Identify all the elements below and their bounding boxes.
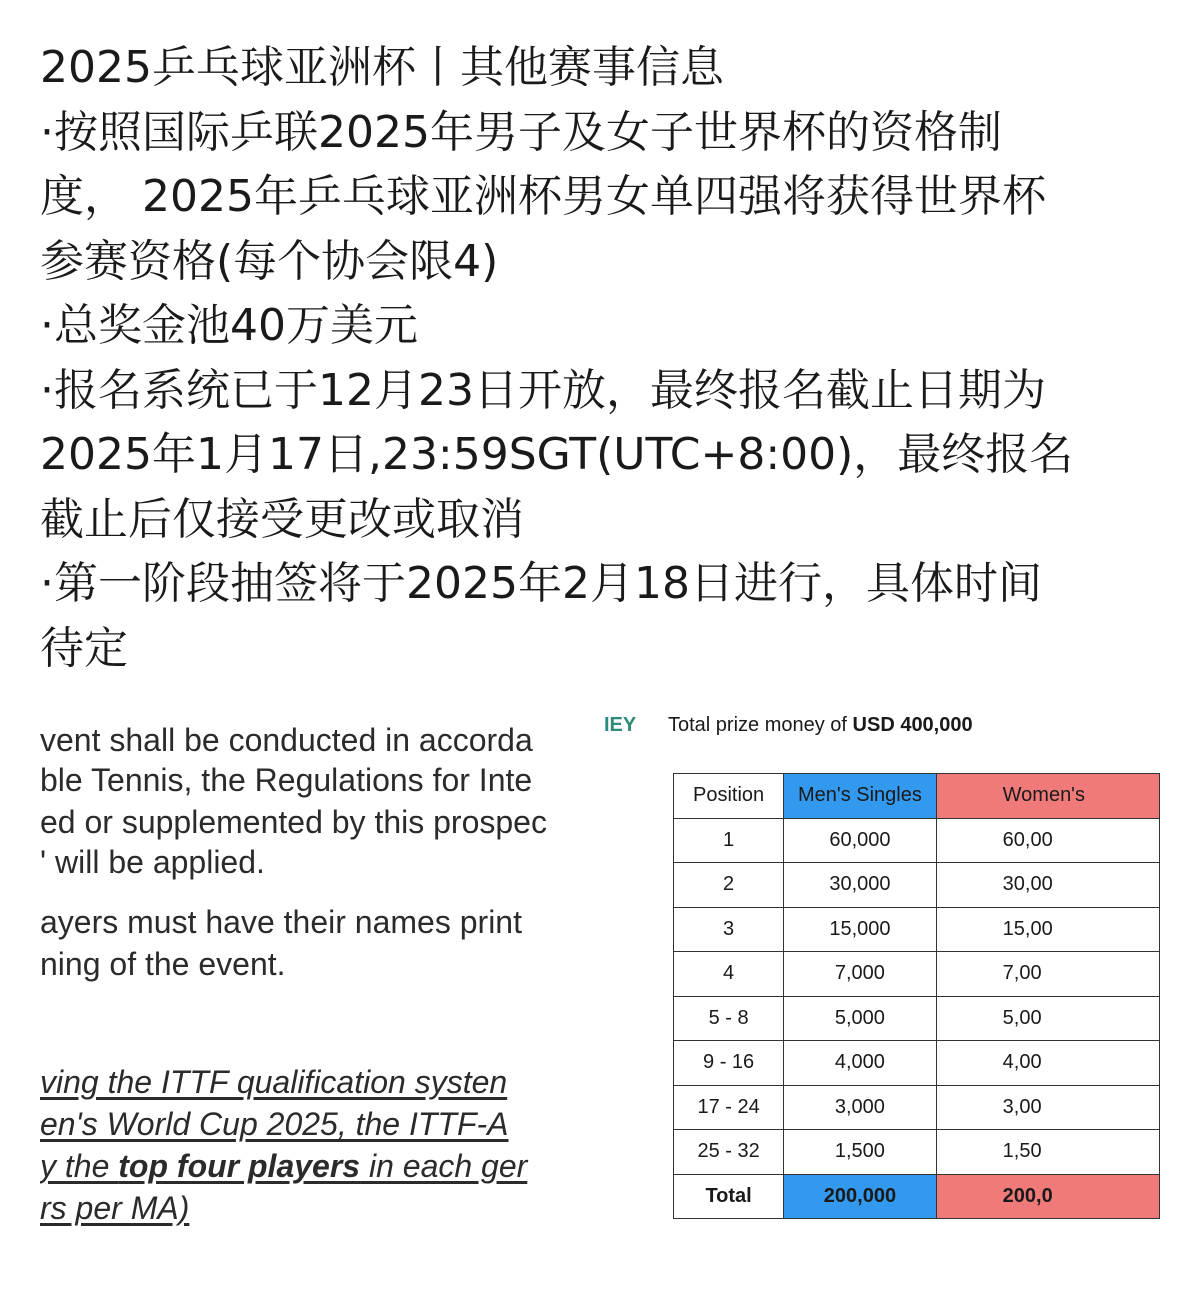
cell-position: 17 - 24 — [674, 1085, 784, 1130]
regulations-screenshot[interactable] — [40, 712, 594, 1232]
regulation-line: ' will be applied. — [40, 844, 265, 880]
regulation-line: ayers must have their names print — [40, 904, 522, 940]
table-row — [674, 952, 1160, 997]
cell-men: 3,000 — [784, 1085, 936, 1130]
post-title: 2025乒乓球亚洲杯丨其他赛事信息 — [40, 42, 724, 93]
cell-position: 5 - 8 — [674, 996, 784, 1041]
table-row — [674, 1041, 1160, 1086]
cell-men: 5,000 — [784, 996, 936, 1041]
cell-men: 60,000 — [784, 818, 936, 863]
cell-men: 4,000 — [784, 1041, 936, 1086]
table-total-row — [674, 1174, 1160, 1219]
cell-women: 5,00 — [936, 996, 1159, 1041]
prize-caption-amount: USD 400,000 — [852, 714, 973, 736]
header-womens: Women's — [936, 774, 1159, 819]
qualification-line: rs per MA) — [40, 1190, 190, 1226]
cell-position: 9 - 16 — [674, 1041, 784, 1086]
cell-women: 7,00 — [936, 952, 1159, 997]
post-line: ·按照国际乒联2025年男子及女子世界杯的资格制 — [40, 106, 1002, 158]
cell-women: 3,00 — [936, 1085, 1159, 1130]
prize-table — [673, 773, 1160, 1219]
section-heading-fragment: IEY — [604, 714, 637, 736]
prize-caption-text: Total prize money of — [668, 714, 853, 736]
prize-table-screenshot[interactable] — [600, 700, 1160, 1240]
cell-men: 15,000 — [784, 907, 936, 952]
regulation-line: ning of the event. — [40, 946, 286, 982]
post-text — [40, 36, 1170, 681]
cell-total-women: 200,0 — [936, 1174, 1159, 1219]
regulation-line: ble Tennis, the Regulations for Inte — [40, 762, 533, 798]
regulation-line: vent shall be conducted in accorda — [40, 722, 533, 758]
table-header-row — [674, 774, 1160, 819]
cell-men: 7,000 — [784, 952, 936, 997]
post-line: 度， 2025年乒乓球亚洲杯男女单四强将获得世界杯 — [40, 171, 1046, 222]
cell-position: 4 — [674, 952, 784, 997]
qualification-line — [40, 1146, 527, 1186]
post-line: 待定 — [40, 622, 128, 674]
header-position: Position — [674, 774, 784, 819]
cell-women: 4,00 — [936, 1041, 1159, 1086]
qualification-emphasis: top four players — [118, 1148, 361, 1184]
table-row — [674, 863, 1160, 908]
post-line: 截止后仅接受更改或取消 — [40, 493, 524, 545]
table-row — [674, 996, 1160, 1041]
cell-position: 25 - 32 — [674, 1130, 784, 1175]
table-row — [674, 818, 1160, 863]
cell-men: 30,000 — [784, 863, 936, 908]
header-mens-singles: Men's Singles — [784, 774, 936, 819]
qualification-line: ving the ITTF qualification systen — [40, 1064, 508, 1100]
cell-total-men: 200,000 — [784, 1174, 936, 1219]
cell-women: 15,00 — [936, 907, 1159, 952]
cell-women: 1,50 — [936, 1130, 1159, 1175]
cell-position: 1 — [674, 818, 784, 863]
table-row — [674, 907, 1160, 952]
prize-caption — [668, 714, 973, 737]
cell-position: 3 — [674, 907, 784, 952]
table-row — [674, 1130, 1160, 1175]
cell-women: 60,00 — [936, 818, 1159, 863]
cell-position: 2 — [674, 863, 784, 908]
regulation-line: ed or supplemented by this prospec — [40, 804, 547, 840]
post-line: ·总奖金池40万美元 — [40, 300, 418, 351]
qualification-text: in each ger — [360, 1148, 528, 1184]
post-line: ·报名系统已于12月23日开放，最终报名截止日期为 — [40, 364, 1046, 416]
post-line: 2025年1月17日,23:59SGT(UTC+8:00)，最终报名 — [40, 429, 1074, 480]
qualification-line: en's World Cup 2025, the ITTF-A — [40, 1106, 509, 1142]
table-row — [674, 1085, 1160, 1130]
cell-total-label: Total — [674, 1174, 784, 1219]
qualification-text: y the — [40, 1148, 119, 1184]
cell-men: 1,500 — [784, 1130, 936, 1175]
post-line: 参赛资格(每个协会限4) — [40, 235, 499, 287]
cell-women: 30,00 — [936, 863, 1159, 908]
post-line: ·第一阶段抽签将于2025年2月18日进行，具体时间 — [40, 558, 1042, 609]
